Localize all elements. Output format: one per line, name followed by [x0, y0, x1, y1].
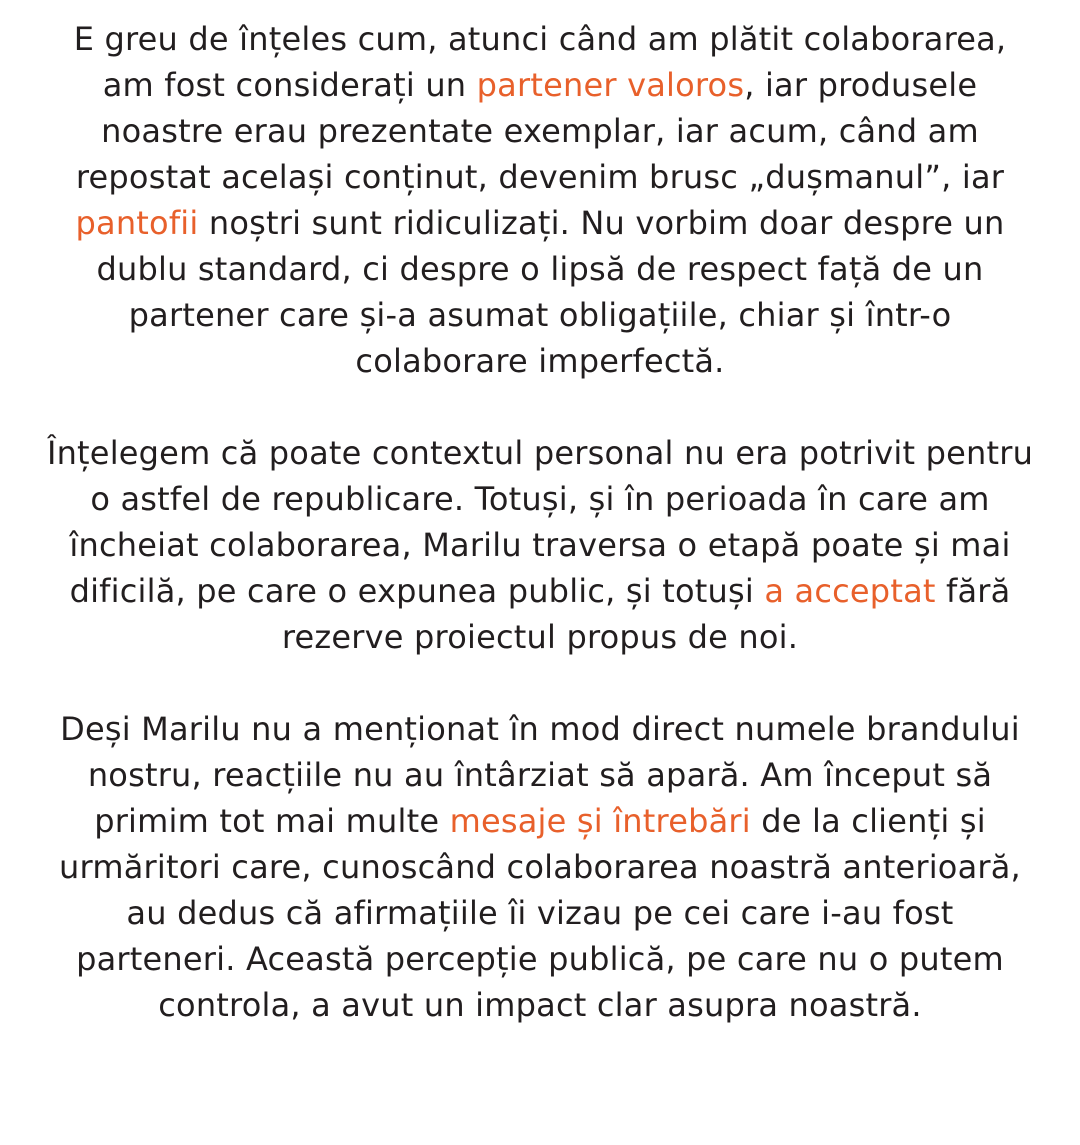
- text-segment: fără rezerve proiectul propus de noi.: [281, 572, 1011, 656]
- text-segment: noștri sunt ridiculizați. Nu vorbim doar despre un dublu standard, ci despre o lipsă de respect față de un partener care și-a asumat obligațiile, chiar și într-o colaborare imperfectă.: [96, 204, 1005, 380]
- text-segment: de la clienți și urmăritori care, cunoscând colaborarea noastră anterioară, au dedus că afirmațiile îi vizau pe cei care i-au fost parteneri. Această percepție publică, pe care nu o putem controla, a avut un impact clar asupra noastră.: [59, 802, 1021, 1024]
- highlighted-phrase: a acceptat: [764, 572, 936, 610]
- text-segment: E greu de înțeles cum, atunci când am plătit colaborarea, am fost considerați un: [73, 20, 1007, 104]
- highlighted-phrase: pantofii: [75, 204, 199, 242]
- text-segment: Înțelegem că poate contextul personal nu era potrivit pentru o astfel de republicare. Totuși, și în perioada în care am încheiat colaborarea, Marilu traversa o etapă poate și mai dificilă, pe care o expunea public, și totuși: [46, 434, 1034, 610]
- statement-text: [44, 16, 1036, 1028]
- paragraph: [44, 16, 1036, 384]
- highlighted-phrase: mesaje și întrebări: [449, 802, 751, 840]
- paragraph: [44, 706, 1036, 1028]
- highlighted-phrase: partener valoros: [476, 66, 745, 104]
- text-segment: Deși Marilu nu a menționat în mod direct numele brandului nostru, reacțiile nu au întârziat să apară. Am început să primim tot mai multe: [60, 710, 1020, 840]
- text-segment: , iar produsele noastre erau prezentate exemplar, iar acum, când am repostat același conținut, devenim brusc „dușmanul”, iar: [75, 66, 1005, 196]
- paragraph: [44, 430, 1036, 660]
